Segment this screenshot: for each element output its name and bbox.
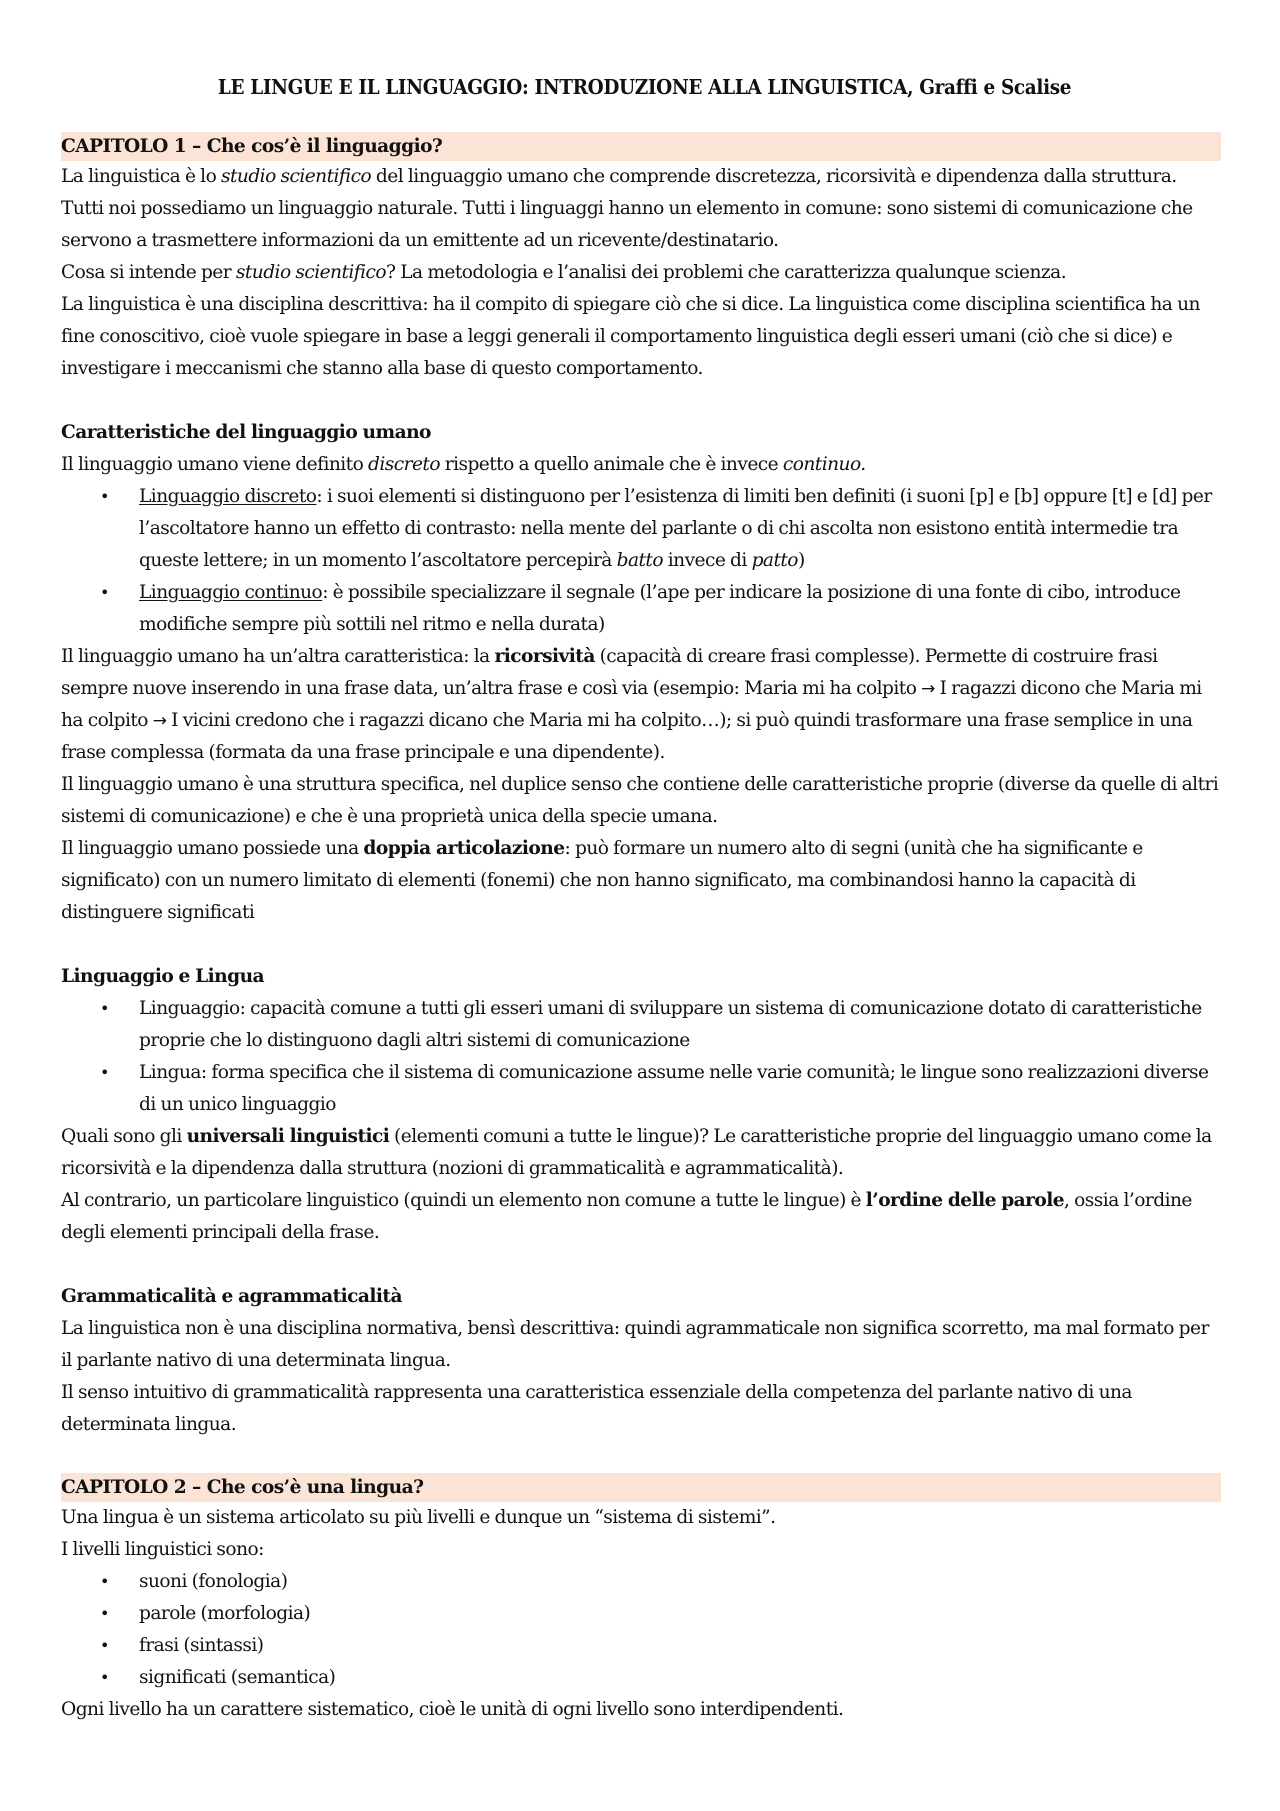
spacer bbox=[61, 929, 1220, 961]
bullet-icon: • bbox=[100, 1668, 109, 1687]
list-item bbox=[61, 1630, 1221, 1662]
list-item-text: Lingua: forma specifica che il sistema di comunicazione assume nelle varie comunità; le lingue sono realizzazioni diverse di un unico linguaggio bbox=[139, 1062, 1209, 1115]
section-heading-grammaticalita: Grammaticalità e agrammaticalità bbox=[61, 1286, 402, 1307]
intro-paragraph-1 bbox=[61, 161, 1221, 257]
bullet-icon: • bbox=[100, 583, 109, 602]
text-run: ) bbox=[797, 550, 805, 571]
particolare-paragraph bbox=[61, 1185, 1221, 1249]
bold-doppia-articolazione: doppia articolazione bbox=[363, 838, 565, 859]
chapter-2-paragraph-3: Ogni livello ha un carattere sistematico, cioè le unità di ogni livello sono interdipendenti. bbox=[61, 1699, 844, 1720]
section-caratteristiche bbox=[61, 417, 1221, 929]
list-item bbox=[61, 1566, 1221, 1598]
text-run: rispetto a quello animale che è invece bbox=[439, 454, 783, 475]
text-run: La linguistica è lo bbox=[61, 166, 221, 187]
emphasis-patto: patto bbox=[751, 550, 798, 571]
arrow-right-icon: → bbox=[152, 711, 167, 731]
bullet-icon: • bbox=[100, 1063, 109, 1082]
text-run: : è possibile specializzare il segnale (l’ape per indicare la posizione di una fonte di cibo, introduce modifiche sempre più sottili nel ritmo e nella durata) bbox=[139, 582, 1181, 635]
text-run: Quali sono gli bbox=[61, 1126, 187, 1147]
list-item bbox=[61, 993, 1221, 1057]
text-run: : può formare un numero alto di segni (unità che ha significante e significato) con un numero limitato di elementi (fonemi) che non hanno significato, ma combinandosi hanno la capacità di distinguere significati bbox=[61, 838, 1143, 923]
grammaticalita-paragraph-1: La linguistica non è una disciplina normativa, bensì descrittiva: quindi agrammaticale non significa scorretto, ma mal formato per il parlante nativo di una determinata lingua. bbox=[61, 1318, 1209, 1371]
list-item bbox=[61, 1057, 1221, 1121]
list-item bbox=[61, 1598, 1221, 1630]
caratteristiche-list bbox=[61, 481, 1221, 641]
text-run: invece di bbox=[662, 550, 752, 571]
intro-paragraph-2 bbox=[61, 257, 1221, 289]
list-item-text: Linguaggio: capacità comune a tutti gli esseri umani di sviluppare un sistema di comunicazione dotato di caratteristiche proprie che lo distinguono dagli altri sistemi di comunicazione bbox=[139, 998, 1202, 1051]
bullet-icon: • bbox=[100, 1636, 109, 1655]
list-item bbox=[61, 481, 1221, 577]
spacer bbox=[61, 1249, 1220, 1281]
emphasis-batto: batto bbox=[616, 550, 663, 571]
text-run: Al contrario, un particolare linguistico (quindi un elemento non comune a tutte le lingue) è bbox=[61, 1190, 866, 1211]
chapter-2-paragraph-2: I livelli linguistici sono: bbox=[61, 1539, 264, 1560]
chapter-1-heading: CAPITOLO 1 – Che cos’è il linguaggio? bbox=[61, 132, 1221, 161]
bullet-icon: • bbox=[100, 487, 109, 506]
struttura-paragraph: Il linguaggio umano è una struttura specifica, nel duplice senso che contiene delle caratteristiche proprie (diverse da quelle di altri sistemi di comunicazione) e che è una proprietà unica della specie umana. bbox=[61, 774, 1219, 827]
doppia-articolazione-paragraph bbox=[61, 833, 1221, 929]
list-item bbox=[61, 1662, 1221, 1694]
bullet-icon: • bbox=[100, 999, 109, 1018]
list-item-text: significati (semantica) bbox=[139, 1667, 336, 1688]
grammaticalita-paragraph-2: Il senso intuitivo di grammaticalità rappresenta una caratteristica essenziale della competenza del parlante nativo di una determinata lingua. bbox=[61, 1382, 1132, 1435]
chapter-2-heading: CAPITOLO 2 – Che cos’è una lingua? bbox=[61, 1473, 1221, 1502]
universali-paragraph bbox=[61, 1121, 1221, 1185]
linguaggio-lingua-list bbox=[61, 993, 1221, 1121]
emphasis-continuo: continuo. bbox=[782, 454, 866, 475]
document-title: LE LINGUE E IL LINGUAGGIO: INTRODUZIONE ALLA LINGUISTICA, Graffi e Scalise bbox=[217, 75, 1072, 99]
section-heading-linguaggio-lingua: Linguaggio e Lingua bbox=[61, 966, 265, 987]
section-linguaggio-lingua bbox=[61, 961, 1221, 1249]
list-item-text: frasi (sintassi) bbox=[139, 1635, 264, 1656]
list-item-text: parole (morfologia) bbox=[139, 1603, 311, 1624]
spacer bbox=[61, 385, 1220, 417]
bold-ricorsivita: ricorsività bbox=[494, 646, 595, 667]
list-item bbox=[61, 577, 1221, 641]
bullet-icon: • bbox=[100, 1572, 109, 1591]
text-run: I vicini credono che i ragazzi dicano che Maria mi ha colpito…); si può quindi trasformare una frase semplice in una frase complessa (formata da una frase principale e una dipendente). bbox=[61, 710, 1193, 763]
section-grammaticalita bbox=[61, 1281, 1221, 1441]
text-run: I ragazzi dicono che Maria mi ha colpito bbox=[61, 678, 1202, 731]
caratteristiche-intro bbox=[61, 449, 1221, 481]
arrow-right-icon: → bbox=[921, 679, 935, 699]
text-run: : i suoi elementi si distinguono per l’esistenza di limiti ben definiti (i suoni [p] e [b] oppure [t] e [d] per l’ascoltatore hanno un effetto di contrasto: nella mente del parlante o di chi ascolta non esistono entità intermedie tra queste lettere; in un momento l’ascoltatore percepirà bbox=[139, 486, 1212, 571]
text-run: Il linguaggio umano ha un’altra caratteristica: la bbox=[61, 646, 495, 667]
text-run: Cosa si intende per bbox=[61, 262, 236, 283]
emphasis-studio-scientifico: studio scientifico bbox=[220, 166, 372, 187]
text-run: Il linguaggio umano possiede una bbox=[61, 838, 364, 859]
chapter-2-paragraph-1: Una lingua è un sistema articolato su più livelli e dunque un “sistema di sistemi”. bbox=[61, 1507, 776, 1528]
term-linguaggio-discreto: Linguaggio discreto bbox=[139, 486, 317, 507]
text-run: Il linguaggio umano viene definito bbox=[61, 454, 368, 475]
bullet-icon: • bbox=[100, 1604, 109, 1623]
text-run: ? La metodologia e l’analisi dei problemi che caratterizza qualunque scienza. bbox=[386, 262, 1067, 283]
bold-ordine-delle-parole: l’ordine delle parole bbox=[865, 1190, 1065, 1211]
text-run: (capacità di creare frasi complesse). Permette di costruire frasi sempre nuove inserendo in una frase data, un’altra frase e così via (esempio: Maria mi ha colpito bbox=[61, 646, 1158, 699]
chapter-1-intro bbox=[61, 161, 1221, 385]
section-heading-caratteristiche: Caratteristiche del linguaggio umano bbox=[61, 422, 431, 443]
intro-paragraph-3: La linguistica è una disciplina descrittiva: ha il compito di spiegare ciò che si dice. La linguistica come disciplina scientifica ha un fine conoscitivo, cioè vuole spiegare in base a leggi generali il comportamento linguistica degli esseri umani (ciò che si dice) e investigare i meccanismi che stanno alla base di questo comportamento. bbox=[61, 294, 1200, 379]
term-linguaggio-continuo: Linguaggio continuo bbox=[139, 582, 323, 603]
bold-universali-linguistici: universali linguistici bbox=[186, 1126, 390, 1147]
text-run: del linguaggio umano che comprende discretezza, ricorsività e dipendenza dalla struttura. Tutti noi possediamo un linguaggio naturale. Tutti i linguaggi hanno un elemento in comune: sono sistemi di comunicazione che servono a trasmettere informazioni da un emittente ad un ricevente/destinatario. bbox=[61, 166, 1193, 251]
ricorsivita-paragraph bbox=[61, 641, 1221, 769]
text-run: , ossia l’ordine degli elementi principali della frase. bbox=[61, 1190, 1192, 1243]
spacer bbox=[61, 1441, 1220, 1473]
emphasis-studio-scientifico: studio scientifico bbox=[235, 262, 387, 283]
emphasis-discreto: discreto bbox=[368, 454, 440, 475]
list-item-text: suoni (fonologia) bbox=[139, 1571, 288, 1592]
chapter-2-body bbox=[61, 1502, 1221, 1726]
livelli-list bbox=[61, 1566, 1221, 1694]
text-run: (elementi comuni a tutte le lingue)? Le caratteristiche proprie del linguaggio umano come la ricorsività e la dipendenza dalla struttura (nozioni di grammaticalità e agrammaticalità). bbox=[61, 1126, 1212, 1179]
